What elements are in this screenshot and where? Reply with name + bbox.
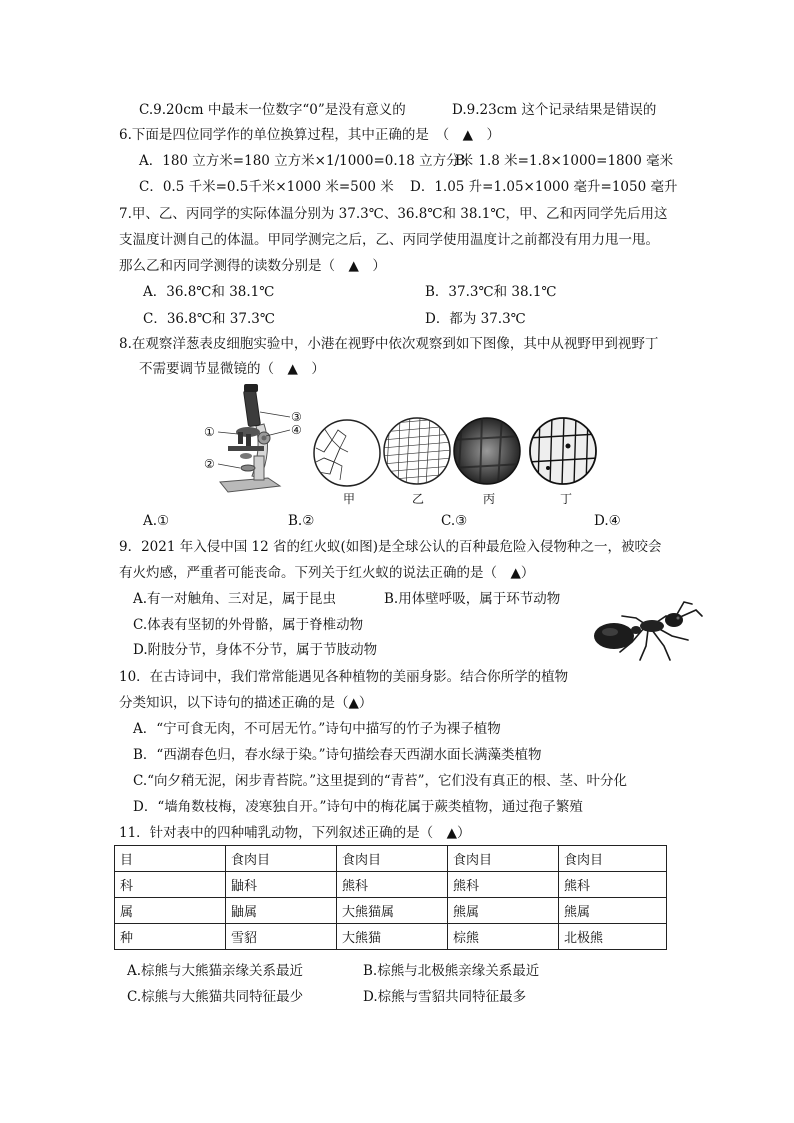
q7-option-a: A．36.8℃和 38.1℃ [143,284,275,300]
table-row [115,898,667,924]
q11-option-d: D.棕熊与雪貂共同特征最多 [363,989,527,1005]
q11-option-a: A.棕熊与大熊猫亲缘关系最近 [127,963,304,979]
microscope-figure [198,382,310,500]
q9-option-a: A.有一对触角、三对足，属于昆虫 [133,591,337,607]
q10-option-a: A．“宁可食无肉，不可居无竹。”诗句中描写的竹子为裸子植物 [133,721,501,737]
table-cell: 熊属 [559,898,667,924]
q10-option-c: C.“向夕稍无泥，闲步青苔院。”这里提到的“青苔”，它们没有真正的根、茎、叶分化 [133,773,627,789]
q8-option-d: D.④ [594,513,621,529]
table-row [115,846,667,872]
q8-option-b: B.② [288,513,315,529]
table-cell: 食肉目 [448,846,559,872]
view-label-jia: 甲 [343,492,356,506]
table-cell: 熊科 [559,872,667,898]
field-of-view-ding [528,416,598,486]
q6-option-c: C．0.5 千米=0.5千米×1000 米=500 米 [139,179,394,195]
q6-option-a: A．180 立方米=180 立方米×1/1000=0.18 立方分米 [139,153,474,169]
q9-option-d: D.附肢分节，身体不分节，属于节肢动物 [133,642,378,658]
q10-option-d: D．“墙角数枝梅，凌寒独自开。”诗句中的梅花属于蕨类植物，通过孢子繁殖 [133,799,583,815]
field-of-view-yi [382,416,452,486]
field-of-view-jia [312,418,382,488]
q9-stem-line2: 有火灼感，严重者可能丧命。下列关于红火蚁的说法正确的是（ ▲） [119,565,535,581]
q9-option-c: C.体表有坚韧的外骨骼，属于脊椎动物 [133,617,364,633]
table-row [115,872,667,898]
microscope-marker-1: ① [204,425,215,439]
q11-option-b: B.棕熊与北极熊亲缘关系最近 [363,963,540,979]
table-cell: 食肉目 [559,846,667,872]
q11-stem: 11．针对表中的四种哺乳动物，下列叙述正确的是（ ▲） [119,825,471,841]
q6-stem: 6.下面是四位同学作的单位换算过程，其中正确的是 （ ▲ ） [119,127,501,143]
table-cell: 大熊猫 [337,924,448,950]
table-cell: 棕熊 [448,924,559,950]
table-cell: 属 [115,898,226,924]
q5-option-c: C.9.20cm 中最末一位数字“0”是没有意义的 [139,102,406,118]
microscope-marker-2: ② [204,457,215,471]
table-cell: 鼬科 [226,872,337,898]
fire-ant-figure [592,596,716,664]
q10-option-b: B．“西湖春色归，春水绿于染。”诗句描绘春天西湖水面长满藻类植物 [133,747,542,763]
q6-option-d: D．1.05 升=1.05×1000 毫升=1050 毫升 [410,179,678,195]
q8-stem-line2: 不需要调节显微镜的（ ▲ ） [139,361,325,377]
field-of-view-bing [452,416,522,486]
q9-option-b: B.用体壁呼吸，属于环节动物 [384,591,561,607]
table-cell: 雪貂 [226,924,337,950]
q10-stem-line1: 10．在古诗词中，我们常常能遇见各种植物的美丽身影。结合你所学的植物 [119,669,569,685]
q8-stem-line1: 8.在观察洋葱表皮细胞实验中，小港在视野中依次观察到如下图像，其中从视野甲到视野丁 [119,336,659,352]
q6-option-b: B．1.8 米=1.8×1000=1800 毫米 [455,153,674,169]
view-label-yi: 乙 [412,492,425,506]
q7-stem-line3: 那么乙和丙同学测得的读数分别是（ ▲ ） [119,258,386,274]
microscope-marker-3: ③ [291,410,302,424]
table-cell: 熊科 [337,872,448,898]
q5-option-d: D.9.23cm 这个记录结果是错误的 [452,102,657,118]
q7-option-d: D．都为 37.3℃ [425,311,526,327]
q10-stem-line2: 分类知识，以下诗句的描述正确的是（▲） [119,695,373,711]
q7-option-c: C．36.8℃和 37.3℃ [143,311,275,327]
table-cell: 食肉目 [337,846,448,872]
q8-option-c: C.③ [441,513,468,529]
view-label-bing: 丙 [483,492,496,506]
table-cell: 熊科 [448,872,559,898]
q7-option-b: B．37.3℃和 38.1℃ [425,284,557,300]
q11-option-c: C.棕熊与大熊猫共同特征最少 [127,989,304,1005]
table-cell: 大熊猫属 [337,898,448,924]
classification-table [114,845,667,950]
q8-option-a: A.① [143,513,170,529]
table-row [115,924,667,950]
table-cell: 目 [115,846,226,872]
q7-stem-line1: 7.甲、乙、丙同学的实际体温分别为 37.3℃、36.8℃和 38.1℃，甲、乙和丙同学先后用这 [119,206,668,222]
table-cell: 北极熊 [559,924,667,950]
table-cell: 鼬属 [226,898,337,924]
q9-stem-line1: 9．2021 年入侵中国 12 省的红火蚁(如图)是全球公认的百种最危险入侵物种之一，被咬会 [119,539,662,555]
q7-stem-line2: 支温度计测自己的体温。甲同学测完之后，乙、丙同学使用温度计之前都没有用力甩一甩。 [119,232,659,248]
table-cell: 科 [115,872,226,898]
table-cell: 熊属 [448,898,559,924]
table-cell: 种 [115,924,226,950]
table-cell: 食肉目 [226,846,337,872]
microscope-marker-4: ④ [291,423,302,437]
view-label-ding: 丁 [560,492,573,506]
